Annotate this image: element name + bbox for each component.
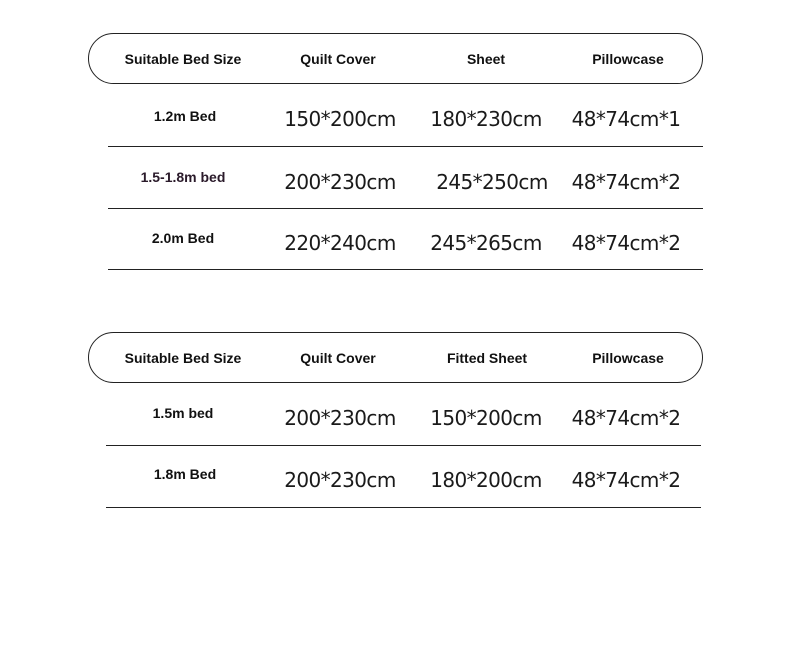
row-bed-size: 1.8m Bed (153, 466, 217, 482)
row-divider (106, 507, 701, 508)
header-quilt-cover: Quilt Cover (300, 350, 376, 366)
row-pillowcase: 48*74cm*2 (571, 468, 681, 492)
row-bed-size: 2.0m Bed (151, 230, 215, 246)
header-bed-size: Suitable Bed Size (124, 51, 242, 67)
header-fitted-sheet: Fitted Sheet (446, 350, 528, 366)
header-bed-size: Suitable Bed Size (124, 350, 242, 366)
table-row (0, 385, 790, 446)
table-row (0, 447, 790, 508)
row-divider (108, 146, 703, 147)
row-divider (106, 445, 701, 446)
row-sheet: 245*265cm (430, 231, 542, 255)
header-pillowcase: Pillowcase (592, 350, 664, 366)
header-pillowcase: Pillowcase (592, 51, 664, 67)
table-row (0, 86, 790, 147)
row-bed-size: 1.5-1.8m bed (140, 169, 226, 185)
row-quilt-cover: 200*230cm (284, 170, 396, 194)
row-pillowcase: 48*74cm*2 (571, 406, 681, 430)
row-quilt-cover: 150*200cm (284, 107, 396, 131)
table-row (0, 148, 790, 209)
row-fitted-sheet: 180*200cm (430, 468, 542, 492)
table-header (88, 332, 703, 383)
row-sheet: 180*230cm (430, 107, 542, 131)
row-sheet: 245*250cm (436, 170, 548, 194)
row-divider (108, 269, 703, 270)
row-quilt-cover: 200*230cm (284, 406, 396, 430)
row-pillowcase: 48*74cm*2 (571, 231, 681, 255)
row-bed-size: 1.2m Bed (153, 108, 217, 124)
row-quilt-cover: 200*230cm (284, 468, 396, 492)
header-sheet: Sheet (466, 51, 506, 67)
row-bed-size: 1.5m bed (152, 405, 214, 421)
row-fitted-sheet: 150*200cm (430, 406, 542, 430)
row-pillowcase: 48*74cm*1 (571, 107, 681, 131)
row-pillowcase: 48*74cm*2 (571, 170, 681, 194)
row-quilt-cover: 220*240cm (284, 231, 396, 255)
table-row (0, 209, 790, 270)
table-header (88, 33, 703, 84)
header-quilt-cover: Quilt Cover (300, 51, 376, 67)
